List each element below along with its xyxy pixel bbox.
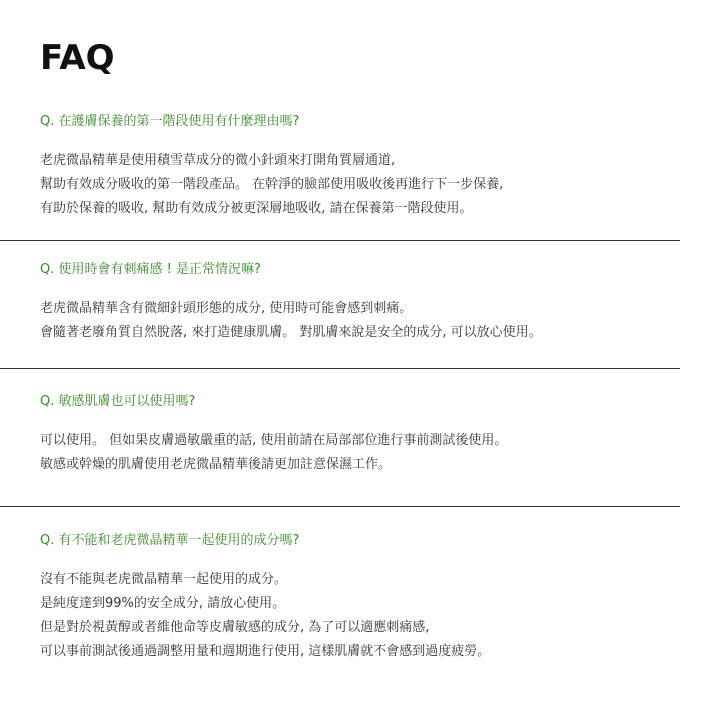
answer-line: 是純度達到99%的安全成分, 請放心使用。 xyxy=(40,596,286,611)
faq-answer xyxy=(40,429,680,477)
section-divider xyxy=(0,368,680,369)
section-divider xyxy=(0,506,680,507)
faq-item xyxy=(40,113,680,221)
faq-answer xyxy=(40,297,680,345)
answer-line: 沒有不能與老虎微晶精華一起使用的成分。 xyxy=(40,572,288,587)
section-divider xyxy=(0,240,680,241)
answer-line: 敏感或幹燥的肌膚使用老虎微晶精華後請更加註意保濕工作。 xyxy=(40,457,392,472)
faq-answer xyxy=(40,568,680,664)
faq-question: Q. 在護膚保養的第一階段使用有什麼理由嗎? xyxy=(40,114,300,129)
faq-answer xyxy=(40,149,680,221)
faq-item xyxy=(40,532,680,664)
faq-item xyxy=(40,261,680,345)
faq-question: Q. 使用時會有刺痛感 ! 是正常情況嘛? xyxy=(40,262,261,277)
answer-line: 老虎微晶精華含有微細針頭形態的成分, 使用時可能會感到刺痛。 xyxy=(40,301,413,316)
page-title: FAQ xyxy=(40,38,115,78)
faq-item xyxy=(40,393,680,477)
answer-line: 會隨著老廢角質自然脫落, 來打造健康肌膚。 對肌膚來說是安全的成分, 可以放心使用。 xyxy=(40,325,542,340)
answer-line: 幫助有效成分吸收的第一階段產品。 在幹淨的臉部使用吸收後再進行下一步保養, xyxy=(40,177,504,192)
answer-line: 但是對於視黃醇或者維他命等皮膚敏感的成分, 為了可以適應刺痛感, xyxy=(40,620,430,635)
faq-question: Q. 敏感肌膚也可以使用嗎? xyxy=(40,394,196,409)
faq-question: Q. 有不能和老虎微晶精華一起使用的成分嗎? xyxy=(40,533,300,548)
answer-line: 有助於保養的吸收, 幫助有效成分被更深層地吸收, 請在保養第一階段使用。 xyxy=(40,201,473,216)
answer-line: 可以事前測試後通過調整用量和週期進行使用, 這樣肌膚就不會感到過度疲勞。 xyxy=(40,644,491,659)
answer-line: 可以使用。 但如果皮膚過敏嚴重的話, 使用前請在局部部位進行事前測試後使用。 xyxy=(40,433,508,448)
answer-line: 老虎微晶精華是使用積雪草成分的微小針頭來打開角質層通道, xyxy=(40,153,396,168)
